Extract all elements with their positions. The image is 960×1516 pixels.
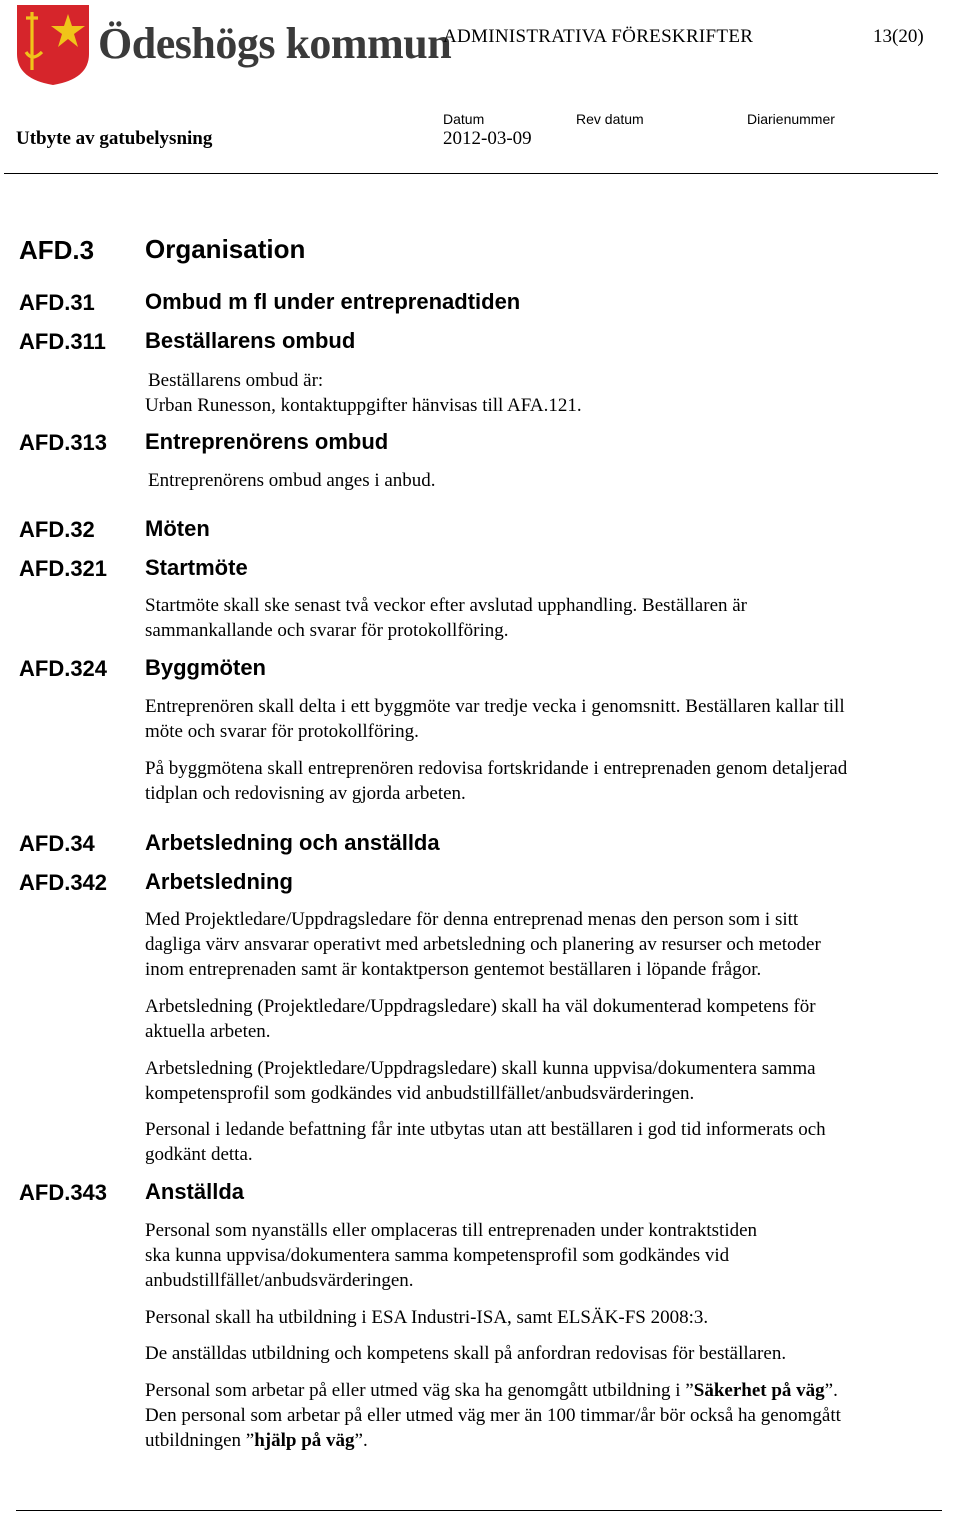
paragraph-line: Den personal som arbetar på eller utmed väg mer än 100 timmar/år bör också ha genomgått [145,1405,841,1426]
section-title: Organisation [145,234,306,264]
text-run: ”. [824,1380,838,1401]
paragraph-line: dagliga värv ansvarar operativt med arbetsledning och planering av resurser och metoder [145,934,821,955]
paragraph-line: anbudstillfället/anbudsvärderingen. [145,1270,414,1291]
section-code: AFD.31 [19,290,95,315]
document-type: ADMINISTRATIVA FÖRESKRIFTER [443,26,754,47]
page-number: 13(20) [873,26,924,47]
paragraph-line: Startmöte skall ske senast två veckor efter avslutad upphandling. Beställaren är [145,595,748,616]
section-code: AFD.313 [19,430,108,455]
paragraph-line: De anställdas utbildning och kompetens skall på anfordran redovisas för beställaren. [145,1343,787,1364]
paragraph-line: Arbetsledning (Projektledare/Uppdragsledare) skall kunna uppvisa/dokumentera samma [145,1058,816,1079]
paragraph-line: tidplan och redovisning av gjorda arbeten. [145,783,466,804]
paragraph-line: Arbetsledning (Projektledare/Uppdragsledare) skall ha väl dokumenterad kompetens för [145,996,816,1017]
datum-value: 2012-03-09 [443,128,532,149]
section-title: Byggmöten [145,655,266,680]
organization-name: Ödeshögs kommun [98,19,452,68]
text-run: utbildningen ” [145,1430,255,1451]
section-code: AFD.311 [19,329,106,354]
paragraph-line: Urban Runesson, kontaktuppgifter hänvisas till AFA.121. [145,395,582,416]
section-code: AFD.321 [19,556,108,581]
paragraph-line [145,1428,368,1453]
section-title: Arbetsledning och anställda [145,830,440,855]
paragraph-line: sammankallande och svarar för protokollföring. [145,620,509,641]
section-title: Beställarens ombud [145,328,356,353]
paragraph-line: möte och svarar för protokollföring. [145,721,419,742]
section-title: Ombud m fl under entreprenadtiden [145,289,521,314]
paragraph-line: kompetensprofil som godkändes vid anbudstillfället/anbudsvärderingen. [145,1083,695,1104]
label-datum: Datum [443,111,485,127]
paragraph-line: godkänt detta. [145,1144,253,1165]
paragraph-line: Beställarens ombud är: [148,370,324,391]
bold-term: hjälp på väg [254,1430,355,1451]
paragraph-line: Personal skall ha utbildning i ESA Industri-ISA, samt ELSÄK-FS 2008:3. [145,1307,709,1328]
bold-term: Säkerhet på väg [693,1380,825,1401]
text-run: Personal som arbetar på eller utmed väg ska ha genomgått utbildning i ” [145,1380,694,1401]
paragraph-line: Med Projektledare/Uppdragsledare för denna entreprenad menas den person som i sitt [145,909,799,930]
section-code: AFD.32 [19,517,95,542]
document-subject: Utbyte av gatubelysning [16,128,213,149]
section-code: AFD.342 [19,870,108,895]
section-title: Startmöte [145,555,248,580]
label-diarienummer: Diarienummer [747,111,835,127]
section-code: AFD.343 [19,1180,108,1205]
municipality-logo [16,4,90,86]
section-code: AFD.3 [19,235,95,265]
section-title: Arbetsledning [145,869,293,894]
label-rev-datum: Rev datum [576,111,644,127]
paragraph-line: aktuella arbeten. [145,1021,271,1042]
footer-divider [16,1510,942,1511]
paragraph-line: inom entreprenaden samt är kontaktperson gentemot beställaren i löpande frågor. [145,959,762,980]
section-title: Entreprenörens ombud [145,429,389,454]
coat-of-arms-icon [16,4,90,86]
paragraph-line: Entreprenören skall delta i ett byggmöte var tredje vecka i genomsnitt. Beställaren kallar till [145,696,845,717]
text-run: ”. [354,1430,368,1451]
paragraph-line: Personal som nyanställs eller omplaceras till entreprenaden under kontraktstiden [145,1220,758,1241]
paragraph-line: Entreprenörens ombud anges i anbud. [148,470,436,491]
section-code: AFD.34 [19,831,95,856]
paragraph-line: Personal i ledande befattning får inte utbytas utan att beställaren i god tid informerats och [145,1119,826,1140]
header-divider [4,173,938,174]
paragraph-line [145,1378,838,1403]
section-title: Anställda [145,1179,245,1204]
paragraph-line: På byggmötena skall entreprenören redovisa fortskridande i entreprenaden genom detaljerad [145,758,848,779]
section-title: Möten [145,516,210,541]
section-code: AFD.324 [19,656,108,681]
paragraph-line: ska kunna uppvisa/dokumentera samma kompetensprofil som godkändes vid [145,1245,730,1266]
